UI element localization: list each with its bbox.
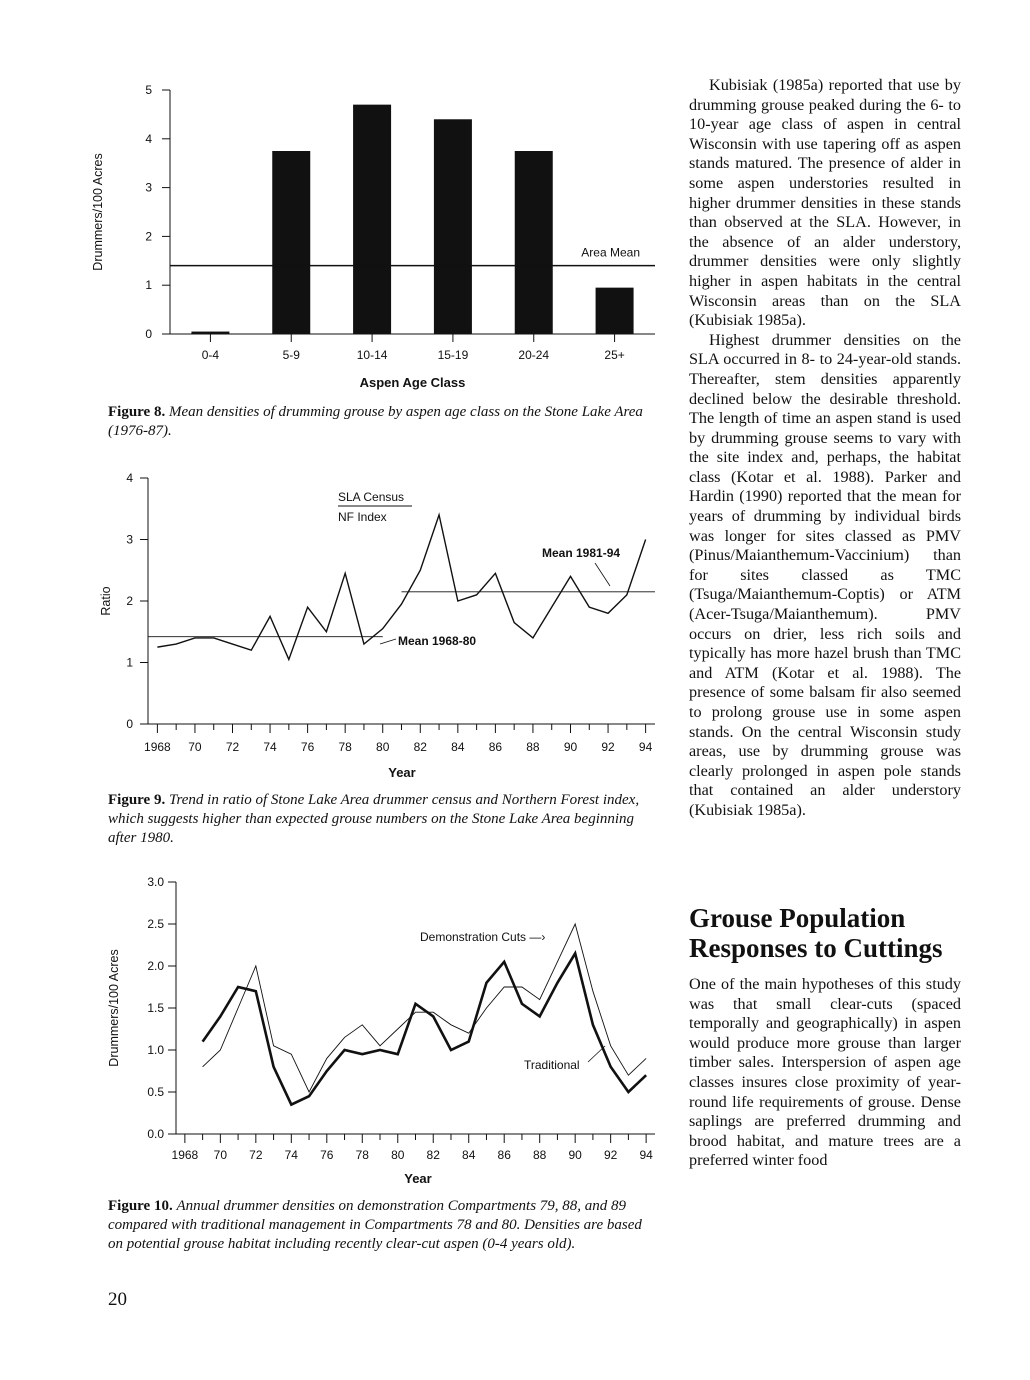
mean-1981-94-pointer [595, 563, 610, 586]
x-tick-label: 1968 [144, 740, 171, 754]
x-tick-label: 94 [638, 740, 653, 754]
figure9-chart [80, 466, 670, 786]
x-tick-label: 76 [300, 740, 315, 754]
x-tick-label: 90 [568, 1148, 582, 1162]
figure8-caption-label: Figure 8. [108, 404, 166, 420]
body-paragraph-1: Kubisiak (1985a) reported that use by drumming grouse peaked during the 6- to 10-year age class of aspen in central Wisconsin with use tapering off as aspen stands matured. The presence of alder in some aspen understories resulted in higher drummer densities in these stands than observed at the SLA. However, in the absence of an alder understory, drummer densities were only slightly higher in aspen habitats in the central Wisconsin areas than on the SLA (Kubisiak 1985a). [689, 76, 961, 330]
y-tick-label: 0.0 [147, 1127, 164, 1141]
x-tick-label: 20-24 [518, 348, 550, 362]
y-tick-label: 3 [126, 532, 133, 547]
x-tick-label: 78 [338, 740, 352, 754]
y-tick-label: 2 [126, 594, 133, 608]
y-axis-label: Drummers/100 Acres [91, 153, 105, 271]
y-tick-label: 1.5 [147, 1001, 164, 1015]
page-number: 20 [108, 1289, 127, 1310]
annotation-demonstration-cuts: Demonstration Cuts —› [420, 930, 546, 944]
bar [191, 332, 229, 334]
x-tick-label: 80 [376, 740, 390, 754]
section-body [689, 975, 961, 1171]
figure9-caption [108, 791, 648, 848]
y-tick-label: 0 [126, 717, 133, 731]
x-tick-label: 94 [639, 1148, 653, 1162]
y-tick-label: 4 [145, 131, 152, 146]
x-tick-label: 76 [320, 1148, 334, 1162]
x-tick-label: 0-4 [201, 348, 220, 362]
traditional-line [203, 924, 647, 1092]
figure9-caption-text: Trend in ratio of Stone Lake Area drummer census and Northern Forest index, which suggests higher than expected grouse numbers on the Stone Lake Area beginning after 1980. [108, 792, 640, 846]
x-tick-label: 72 [249, 1148, 263, 1162]
body-paragraph-3: One of the main hypotheses of this study was that small clear-cuts (spaced temporally and geographically) in aspen would produce more grouse than larger timber sales. Interspersion of aspen age classes insures close proximity of year-round life requirements of grouse. Dense saplings are preferred drumming and brood habitat, and mature trees are a preferred winter food [689, 975, 961, 1170]
y-tick-label: 0.5 [147, 1085, 164, 1099]
y-tick-label: 5 [145, 83, 152, 97]
bar [272, 151, 310, 334]
y-tick-label: 4 [126, 471, 133, 485]
mean-1968-80-label: Mean 1968-80 [398, 634, 477, 648]
x-axis-label: Year [404, 1171, 432, 1186]
x-axis-label: Year [388, 765, 416, 780]
y-tick-label: 1.0 [147, 1043, 164, 1057]
x-tick-label: 1968 [171, 1148, 199, 1162]
figure10-caption-label: Figure 10. [108, 1198, 173, 1214]
y-tick-label: 3.0 [147, 875, 164, 889]
x-tick-label: 88 [533, 1148, 547, 1162]
x-tick-label: 70 [213, 1148, 228, 1162]
figure10-caption-text: Annual drummer densities on demonstration Compartments 79, 88, and 89 compared with traditional management in Compartments 78 and 80. Densities are based on potential grouse habitat including recently clear-cut aspen (0-4 years old). [108, 1198, 642, 1252]
bar [596, 288, 634, 334]
traditional-pointer [588, 1046, 605, 1062]
y-tick-label: 1 [126, 655, 133, 670]
demonstration-cuts-line [203, 953, 647, 1104]
x-tick-label: 15-19 [437, 348, 469, 362]
section-heading: Grouse Population Responses to Cuttings [689, 903, 943, 963]
x-tick-label: 90 [563, 740, 578, 754]
x-tick-label: 84 [451, 740, 465, 754]
figure8-chart [80, 72, 670, 392]
y-axis-label: Ratio [99, 586, 113, 616]
y-tick-label: 0 [145, 327, 152, 341]
mean-1981-94-label: Mean 1981-94 [542, 546, 621, 560]
x-tick-label: 78 [355, 1148, 369, 1162]
legend-sla-census: SLA Census [338, 490, 405, 504]
x-tick-label: 86 [488, 740, 503, 754]
x-tick-label: 74 [263, 740, 277, 754]
figure8-caption [108, 403, 648, 441]
area-mean-label: Area Mean [581, 245, 640, 260]
x-tick-label: 92 [601, 740, 615, 754]
y-axis-label: Drummers/100 Acres [107, 949, 121, 1067]
x-tick-label: 82 [413, 740, 427, 754]
bar [515, 151, 553, 334]
right-column-text [689, 76, 961, 821]
x-tick-label: 86 [497, 1148, 511, 1162]
x-tick-label: 25+ [604, 348, 625, 362]
annotation-traditional: Traditional [524, 1058, 580, 1072]
x-tick-label: 10-14 [356, 348, 388, 362]
y-tick-label: 2.5 [147, 917, 164, 931]
bar [353, 105, 391, 334]
x-tick-label: 84 [462, 1148, 476, 1162]
y-tick-label: 2.0 [147, 959, 164, 973]
mean-1968-80-pointer [380, 639, 396, 644]
x-tick-label: 88 [526, 740, 540, 754]
x-tick-label: 80 [391, 1148, 405, 1162]
y-tick-label: 2 [145, 229, 152, 244]
body-paragraph-2: Highest drummer densities on the SLA occurred in 8- to 24-year-old stands. Thereafter, stem densities apparently declined below the desirable threshold. The length of time an aspen stand is used by drumming grouse seems to vary with the site index and, perhaps, the habitat class (Kotar et al. 1988). Parker and Hardin (1990) reported that the mean for years of drumming by individual birds was longer for sites classed as PMV (Pinus/Maianthemum-Vaccinium) than for sites classed as TMC (Tsuga/Maianthemum-Coptis) or ATM (Acer-Tsuga/Maianthemum). PMV occurs on drier, less rich soils and typically has more hazel brush than TMC and ATM (Kotar et al. 1988). The presence of some balsam fir also seemed to prolong grouse use in some aspen stands. On the central Wisconsin study areas, use by drumming grouse was clearly prolonged in aspen pole stands that contained an alder understory (Kubisiak 1985a). [689, 330, 961, 819]
bar [434, 119, 472, 334]
legend-nf-index: NF Index [338, 510, 387, 524]
figure10-caption [108, 1197, 648, 1254]
x-tick-label: 5-9 [282, 348, 300, 362]
figure10-chart [80, 870, 670, 1195]
x-tick-label: 92 [603, 1148, 618, 1162]
x-tick-label: 82 [426, 1148, 440, 1162]
y-tick-label: 3 [145, 180, 152, 195]
x-tick-label: 74 [284, 1148, 298, 1162]
x-tick-label: 70 [188, 740, 202, 754]
figure8-caption-text: Mean densities of drumming grouse by aspen age class on the Stone Lake Area (1976-87). [108, 404, 643, 439]
figure9-caption-label: Figure 9. [108, 792, 166, 808]
x-axis-label: Aspen Age Class [359, 375, 466, 390]
y-tick-label: 1 [145, 278, 152, 293]
x-tick-label: 72 [225, 740, 240, 754]
